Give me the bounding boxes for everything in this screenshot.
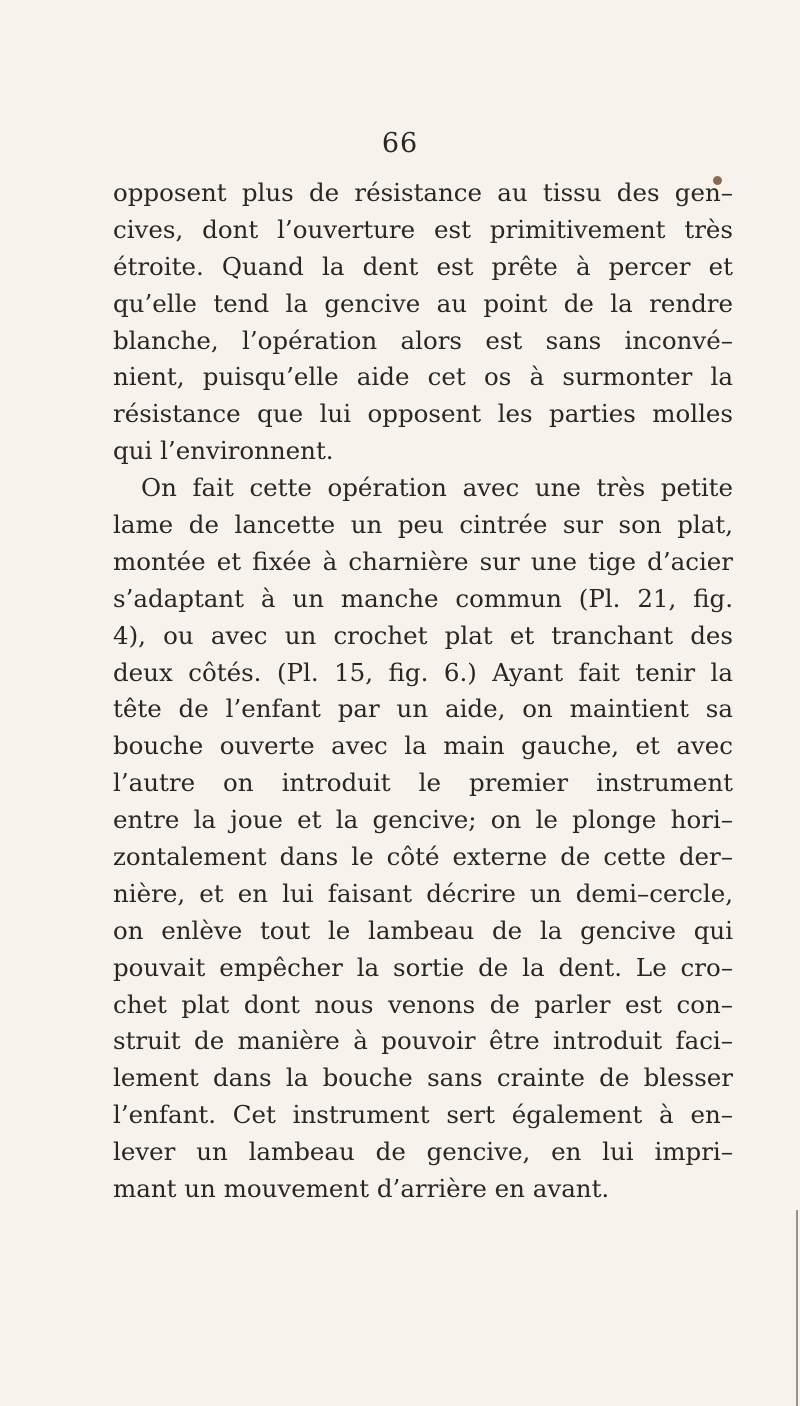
text-line: tête de l’enfant par un aide, on maintient sa — [113, 694, 733, 724]
text-line: opposent plus de résistance au tissu des gen– — [113, 178, 733, 207]
text-line: qu’elle tend la gencive au point de la rendre — [113, 288, 733, 318]
text-line: deux côtés. (Pl. 15, fig. 6.) Ayant fait tenir la — [113, 657, 733, 687]
text-line: struit de manière à pouvoir être introduit faci– — [113, 1026, 733, 1056]
text-line: résistance que lui opposent les parties molles — [113, 399, 733, 429]
text-line: pouvait empêcher la sortie de la dent. Le cro– — [113, 952, 733, 982]
text-line: lame de lancette un peu cintrée sur son plat, — [113, 510, 733, 540]
text-line: entre la joue et la gencive; on le plonge hori– — [113, 805, 733, 835]
text-line: nient, puisqu’elle aide cet os à surmonter la — [113, 362, 733, 392]
text-line: l’autre on introduit le premier instrument — [113, 768, 733, 798]
text-line: s’adaptant à un manche commun (Pl. 21, fig. — [113, 583, 733, 613]
text-line: l’enfant. Cet instrument sert également à en– — [113, 1100, 733, 1130]
text-line: lever un lambeau de gencive, en lui impri– — [113, 1137, 733, 1167]
text-line: zontalement dans le côté externe de cette der– — [113, 842, 733, 872]
text-line: bouche ouverte avec la main gauche, et avec — [113, 731, 733, 761]
text-line: mant un mouvement d’arrière en avant. — [113, 1174, 610, 1204]
text-line: montée et fixée à charnière sur une tige d’acier — [113, 546, 733, 576]
page-number: 66 — [381, 128, 419, 159]
body-text — [113, 175, 733, 1208]
text-line: On fait cette opération avec une très petite — [141, 473, 733, 503]
text-line: lement dans la bouche sans crainte de blesser — [113, 1063, 733, 1093]
text-line: cives, dont l’ouverture est primitivement très — [113, 214, 733, 244]
page-edge-shadow — [796, 1210, 798, 1406]
text-line: chet plat dont nous venons de parler est con– — [113, 989, 733, 1019]
text-line: 4), ou avec un crochet plat et tranchant des — [113, 620, 733, 650]
text-line: on enlève tout le lambeau de la gencive qui — [113, 915, 733, 945]
text-line: nière, et en lui faisant décrire un demi–cercle, — [113, 878, 733, 908]
text-line: étroite. Quand la dent est prête à percer et — [113, 251, 733, 281]
text-line: qui l’environnent. — [113, 436, 334, 466]
text-line: blanche, l’opération alors est sans inconvé– — [113, 325, 733, 355]
